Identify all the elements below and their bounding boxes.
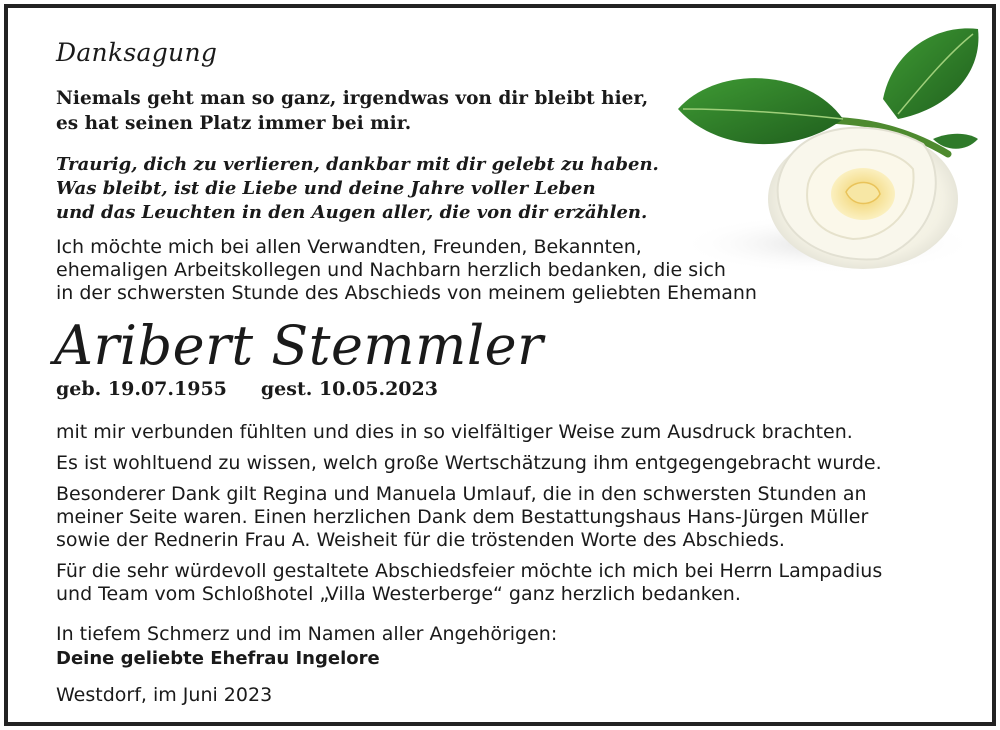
poem-line-2: Was bleibt, ist die Liebe und deine Jahre voller Leben xyxy=(56,178,596,199)
motto-line-2: es hat seinen Platz immer bei mir. xyxy=(56,113,412,134)
white-rose-image xyxy=(648,14,993,294)
birth-date: geb. 19.07.1955 xyxy=(56,378,227,400)
paragraph-2-line-1: Es ist wohltuend zu wissen, welch große Wertschätzung ihm entgegengebracht wurde. xyxy=(56,452,882,474)
paragraph-4-line-2: und Team vom Schloßhotel „Villa Westerberge“ ganz herzlich bedanken. xyxy=(56,583,741,605)
life-dates xyxy=(56,378,438,400)
poem-line-1: Traurig, dich zu verlieren, dankbar mit dir gelebt zu haben. xyxy=(56,154,659,175)
poem-line-3: und das Leuchten in den Augen aller, die von dir erzählen. xyxy=(56,202,648,223)
paragraph-4-line-1: Für die sehr würdevoll gestaltete Abschiedsfeier möchte ich mich bei Herrn Lampadius xyxy=(56,560,883,582)
motto-line-1: Niemals geht man so ganz, irgendwas von dir bleibt hier, xyxy=(56,88,649,109)
paragraph-3-line-3: sowie der Rednerin Frau A. Weisheit für die tröstenden Worte des Abschieds. xyxy=(56,529,785,551)
intro-line-1: Ich möchte mich bei allen Verwandten, Freunden, Bekannten, xyxy=(56,236,642,258)
signature: Deine geliebte Ehefrau Ingelore xyxy=(56,648,380,669)
deceased-name: Aribert Stemmler xyxy=(54,314,544,377)
paragraph-3-line-1: Besonderer Dank gilt Regina und Manuela Umlauf, die in den schwersten Stunden an xyxy=(56,483,867,505)
death-date: gest. 10.05.2023 xyxy=(260,378,438,400)
place-and-date: Westdorf, im Juni 2023 xyxy=(56,684,273,706)
intro-line-3: in der schwersten Stunde des Abschieds von meinem geliebten Ehemann xyxy=(56,282,757,304)
heading-danksagung: Danksagung xyxy=(56,38,218,67)
obituary-card xyxy=(4,4,996,726)
intro-line-2: ehemaligen Arbeitskollegen und Nachbarn herzlich bedanken, die sich xyxy=(56,259,726,281)
closing-line: In tiefem Schmerz und im Namen aller Angehörigen: xyxy=(56,623,558,645)
paragraph-1-line-1: mit mir verbunden fühlten und dies in so vielfältiger Weise zum Ausdruck brachten. xyxy=(56,421,853,443)
paragraph-3-line-2: meiner Seite waren. Einen herzlichen Dank dem Bestattungshaus Hans-Jürgen Müller xyxy=(56,506,869,528)
